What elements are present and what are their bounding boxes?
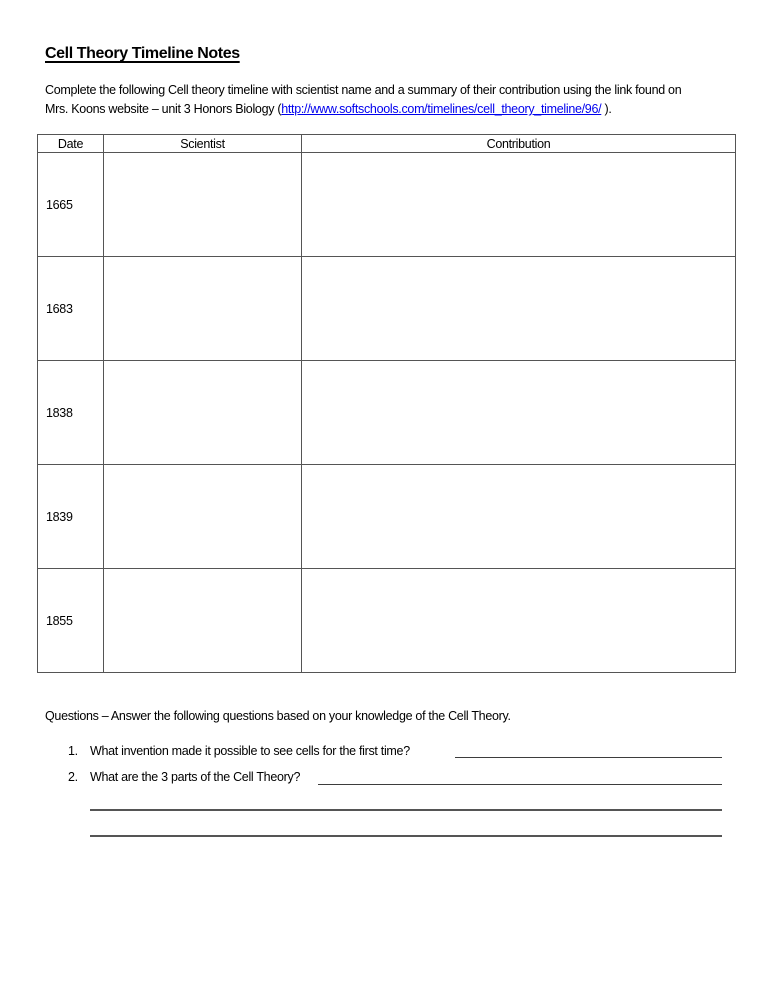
- contribution-cell[interactable]: [302, 257, 736, 361]
- question-number: 2.: [68, 770, 78, 784]
- intro-line2-suffix: ).: [601, 102, 612, 116]
- date-cell: 1839: [38, 465, 104, 569]
- timeline-table: [37, 134, 736, 673]
- q1-answer-line[interactable]: [455, 757, 722, 758]
- table-row: [38, 569, 736, 673]
- contribution-cell[interactable]: [302, 569, 736, 673]
- scientist-cell[interactable]: [104, 153, 302, 257]
- date-cell: 1838: [38, 361, 104, 465]
- intro-paragraph: [45, 81, 735, 119]
- scientist-cell[interactable]: [104, 465, 302, 569]
- date-cell: 1683: [38, 257, 104, 361]
- table-header-contribution: Contribution: [302, 135, 736, 153]
- answer-line-4[interactable]: [90, 835, 722, 837]
- question-text: What invention made it possible to see cells for the first time?: [90, 744, 410, 758]
- intro-line1: Complete the following Cell theory timeline with scientist name and a summary of their contribution using the link found on: [45, 83, 682, 97]
- page-title: Cell Theory Timeline Notes: [45, 45, 240, 62]
- answer-line-3[interactable]: [90, 809, 722, 811]
- question-item-2: [68, 770, 300, 784]
- table-row: [38, 257, 736, 361]
- table-row: [38, 153, 736, 257]
- softschools-link[interactable]: http://www.softschools.com/timelines/cell_theory_timeline/96/: [281, 102, 602, 116]
- contribution-cell[interactable]: [302, 465, 736, 569]
- table-header-scientist: Scientist: [104, 135, 302, 153]
- date-cell: 1665: [38, 153, 104, 257]
- table-header-date: Date: [38, 135, 104, 153]
- question-item-1: [68, 744, 410, 758]
- scientist-cell[interactable]: [104, 257, 302, 361]
- date-cell: 1855: [38, 569, 104, 673]
- scientist-cell[interactable]: [104, 361, 302, 465]
- q2-answer-line[interactable]: [318, 784, 722, 785]
- question-text: What are the 3 parts of the Cell Theory?: [90, 770, 301, 784]
- contribution-cell[interactable]: [302, 153, 736, 257]
- scientist-cell[interactable]: [104, 569, 302, 673]
- questions-header: Questions – Answer the following questions based on your knowledge of the Cell Theory.: [45, 709, 511, 723]
- contribution-cell[interactable]: [302, 361, 736, 465]
- table-header-row: [38, 135, 736, 153]
- question-number: 1.: [68, 744, 78, 758]
- table-row: [38, 361, 736, 465]
- table-row: [38, 465, 736, 569]
- intro-line2-prefix: Mrs. Koons website – unit 3 Honors Biology (: [45, 102, 282, 116]
